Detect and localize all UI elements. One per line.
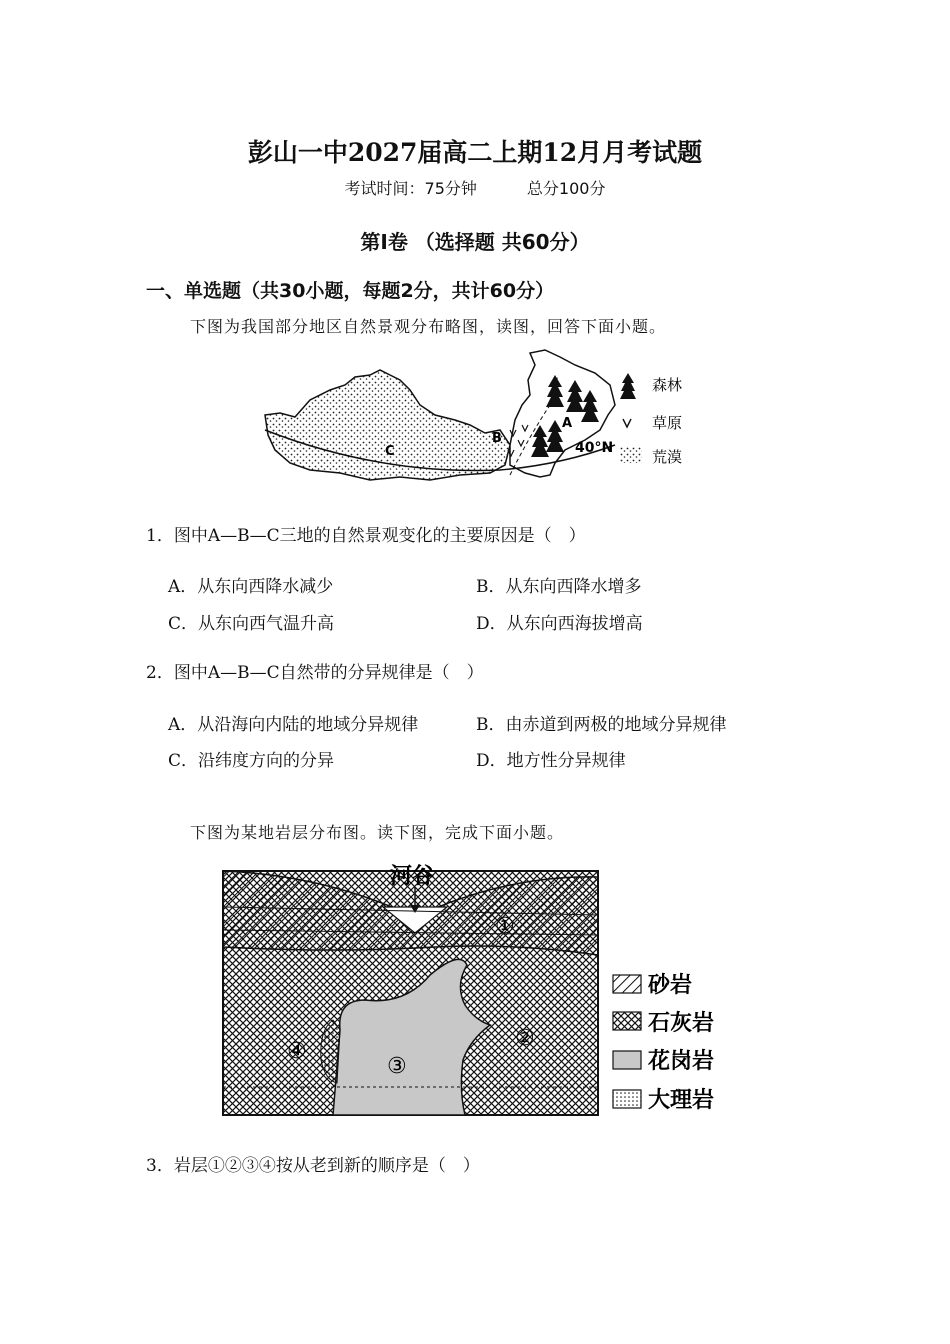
layer-number-3: ③	[387, 1054, 407, 1079]
legend-marble: 大理岩	[648, 1088, 715, 1113]
map-label-a: A	[562, 416, 573, 431]
question-1-option-b[interactable]: B．从东向西降水增多	[476, 577, 642, 597]
layer-number-1: ①	[495, 914, 515, 939]
volume-heading: 第Ⅰ卷 （选择题 共60分）	[360, 230, 590, 254]
question-1-option-a[interactable]: A．从东向西降水减少	[168, 577, 334, 597]
question-2-option-d[interactable]: D．地方性分异规律	[476, 751, 626, 771]
map-lat-label: 40°N	[575, 440, 614, 456]
map-label-c: C	[385, 444, 395, 459]
legend-grass: 草原	[652, 414, 683, 432]
question-1-option-d[interactable]: D．从东向西海拔增高	[476, 614, 643, 634]
exam-score: 总分100分	[526, 179, 606, 198]
legend-grass-icon	[623, 419, 631, 427]
valley-label: 河谷	[390, 864, 435, 889]
legend-marble-icon	[613, 1090, 641, 1108]
exam-meta	[0, 176, 950, 199]
legend-sandstone: 砂岩	[648, 973, 693, 998]
landscape-map	[260, 345, 700, 485]
question-1-option-c[interactable]: C．从东向西气温升高	[168, 614, 335, 634]
layer-number-2: ②	[515, 1026, 535, 1051]
question-1-stem: 1．图中A—B—C三地的自然景观变化的主要原因是（ ）	[146, 526, 586, 546]
legend-granite: 花岗岩	[648, 1049, 715, 1074]
legend-forest: 森林	[652, 376, 683, 394]
legend-desert: 荒漠	[652, 448, 683, 466]
section-heading: 一、单选题（共30小题，每题2分，共计60分）	[146, 280, 555, 302]
question-2-option-b[interactable]: B．由赤道到两极的地域分异规律	[476, 715, 727, 735]
legend-sandstone-icon	[613, 975, 641, 993]
exam-time: 考试时间：75分钟	[344, 179, 477, 198]
question-3-stem: 3．岩层①②③④按从老到新的顺序是（ ）	[146, 1156, 480, 1176]
group2-intro: 下图为某地岩层分布图。读下图，完成下面小题。	[190, 823, 565, 842]
legend-desert-icon	[620, 447, 642, 463]
question-2-option-a[interactable]: A．从沿海向内陆的地域分异规律	[168, 715, 419, 735]
rock-layer-diagram	[215, 855, 735, 1120]
legend-limestone: 石灰岩	[648, 1011, 715, 1036]
exam-title: 彭山一中2027届高二上期12月月考试题	[247, 138, 703, 167]
layer-number-4: ④	[287, 1039, 307, 1064]
question-2-option-c[interactable]: C．沿纬度方向的分异	[168, 751, 335, 771]
group1-intro: 下图为我国部分地区自然景观分布略图，读图，回答下面小题。	[190, 317, 667, 336]
question-2-stem: 2．图中A—B—C自然带的分异规律是（ ）	[146, 663, 484, 683]
legend-forest-icon	[620, 373, 636, 399]
map-label-b: B	[492, 431, 502, 446]
northeast-region	[510, 350, 615, 477]
legend-limestone-icon	[613, 1012, 641, 1030]
legend-granite-icon	[613, 1051, 641, 1069]
